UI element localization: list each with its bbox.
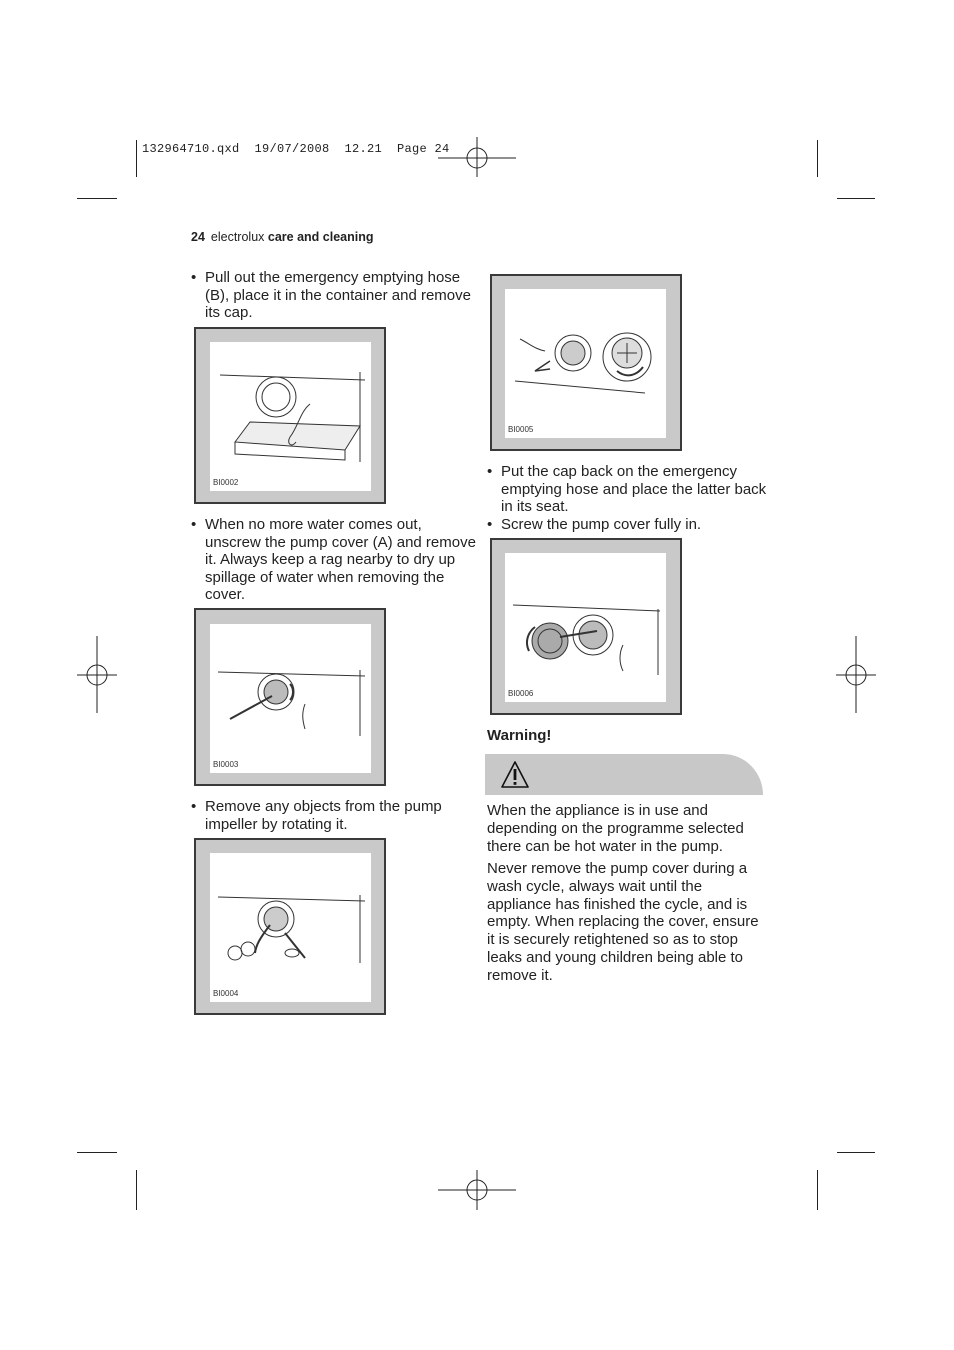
figure-bi0006-illustration xyxy=(505,553,666,702)
print-slug: 132964710.qxd 19/07/2008 12.21 Page 24 xyxy=(142,142,450,156)
figure-bi0005 xyxy=(490,274,682,451)
brand-name: electrolux xyxy=(210,230,265,244)
warning-bar xyxy=(485,754,763,795)
warning-paragraph-1: When the appliance is in use and depending on the programme selected there can be hot water in the pump. xyxy=(487,802,744,855)
warning-title: Warning! xyxy=(487,727,552,744)
cap-back-illustration xyxy=(505,289,666,438)
screw-cover-illustration xyxy=(505,553,666,702)
figure-bi0002-illustration xyxy=(210,342,371,491)
step-5-text: • Screw the pump cover fully in. xyxy=(487,516,777,534)
figure-code: BI0004 xyxy=(213,989,239,998)
figure-bi0006 xyxy=(490,538,682,715)
figure-code: BI0003 xyxy=(213,760,239,769)
figure-bi0005-illustration xyxy=(505,289,666,438)
step-2-text: • When no more water comes out, unscrew the pump cover (A) and remove it. Always keep a rag nearby to dry up spillage of water when removing the cover. xyxy=(191,516,481,604)
page-number: 24 xyxy=(191,230,205,244)
running-header xyxy=(191,230,374,244)
section-title: care and cleaning xyxy=(267,230,374,244)
figure-bi0003 xyxy=(194,608,386,786)
step-4-text: • Put the cap back on the emergency emptying hose and place the latter back in its seat. xyxy=(487,463,777,516)
figure-code: BI0002 xyxy=(213,478,239,487)
figure-code: BI0005 xyxy=(508,425,534,434)
unscrew-cover-illustration xyxy=(210,624,371,773)
impeller-objects-illustration xyxy=(210,853,371,1002)
step-1-text: • Pull out the emergency emptying hose (B), place it in the container and remove its cap. xyxy=(191,269,481,322)
exclamation-triangle-icon xyxy=(500,760,530,790)
figure-code: BI0006 xyxy=(508,689,534,698)
warning-paragraph-2: Never remove the pump cover during a wash cycle, always wait until the appliance has finished the cycle, and is empty. When replacing the cover, ensure it is securely retightened so as to stop leaks and young children being able to remove it. xyxy=(487,860,759,984)
step-3-text: • Remove any objects from the pump impeller by rotating it. xyxy=(191,798,481,833)
figure-bi0004 xyxy=(194,838,386,1015)
figure-bi0003-illustration xyxy=(210,624,371,773)
figure-bi0002 xyxy=(194,327,386,504)
hose-container-illustration xyxy=(210,342,371,491)
figure-bi0004-illustration xyxy=(210,853,371,1002)
